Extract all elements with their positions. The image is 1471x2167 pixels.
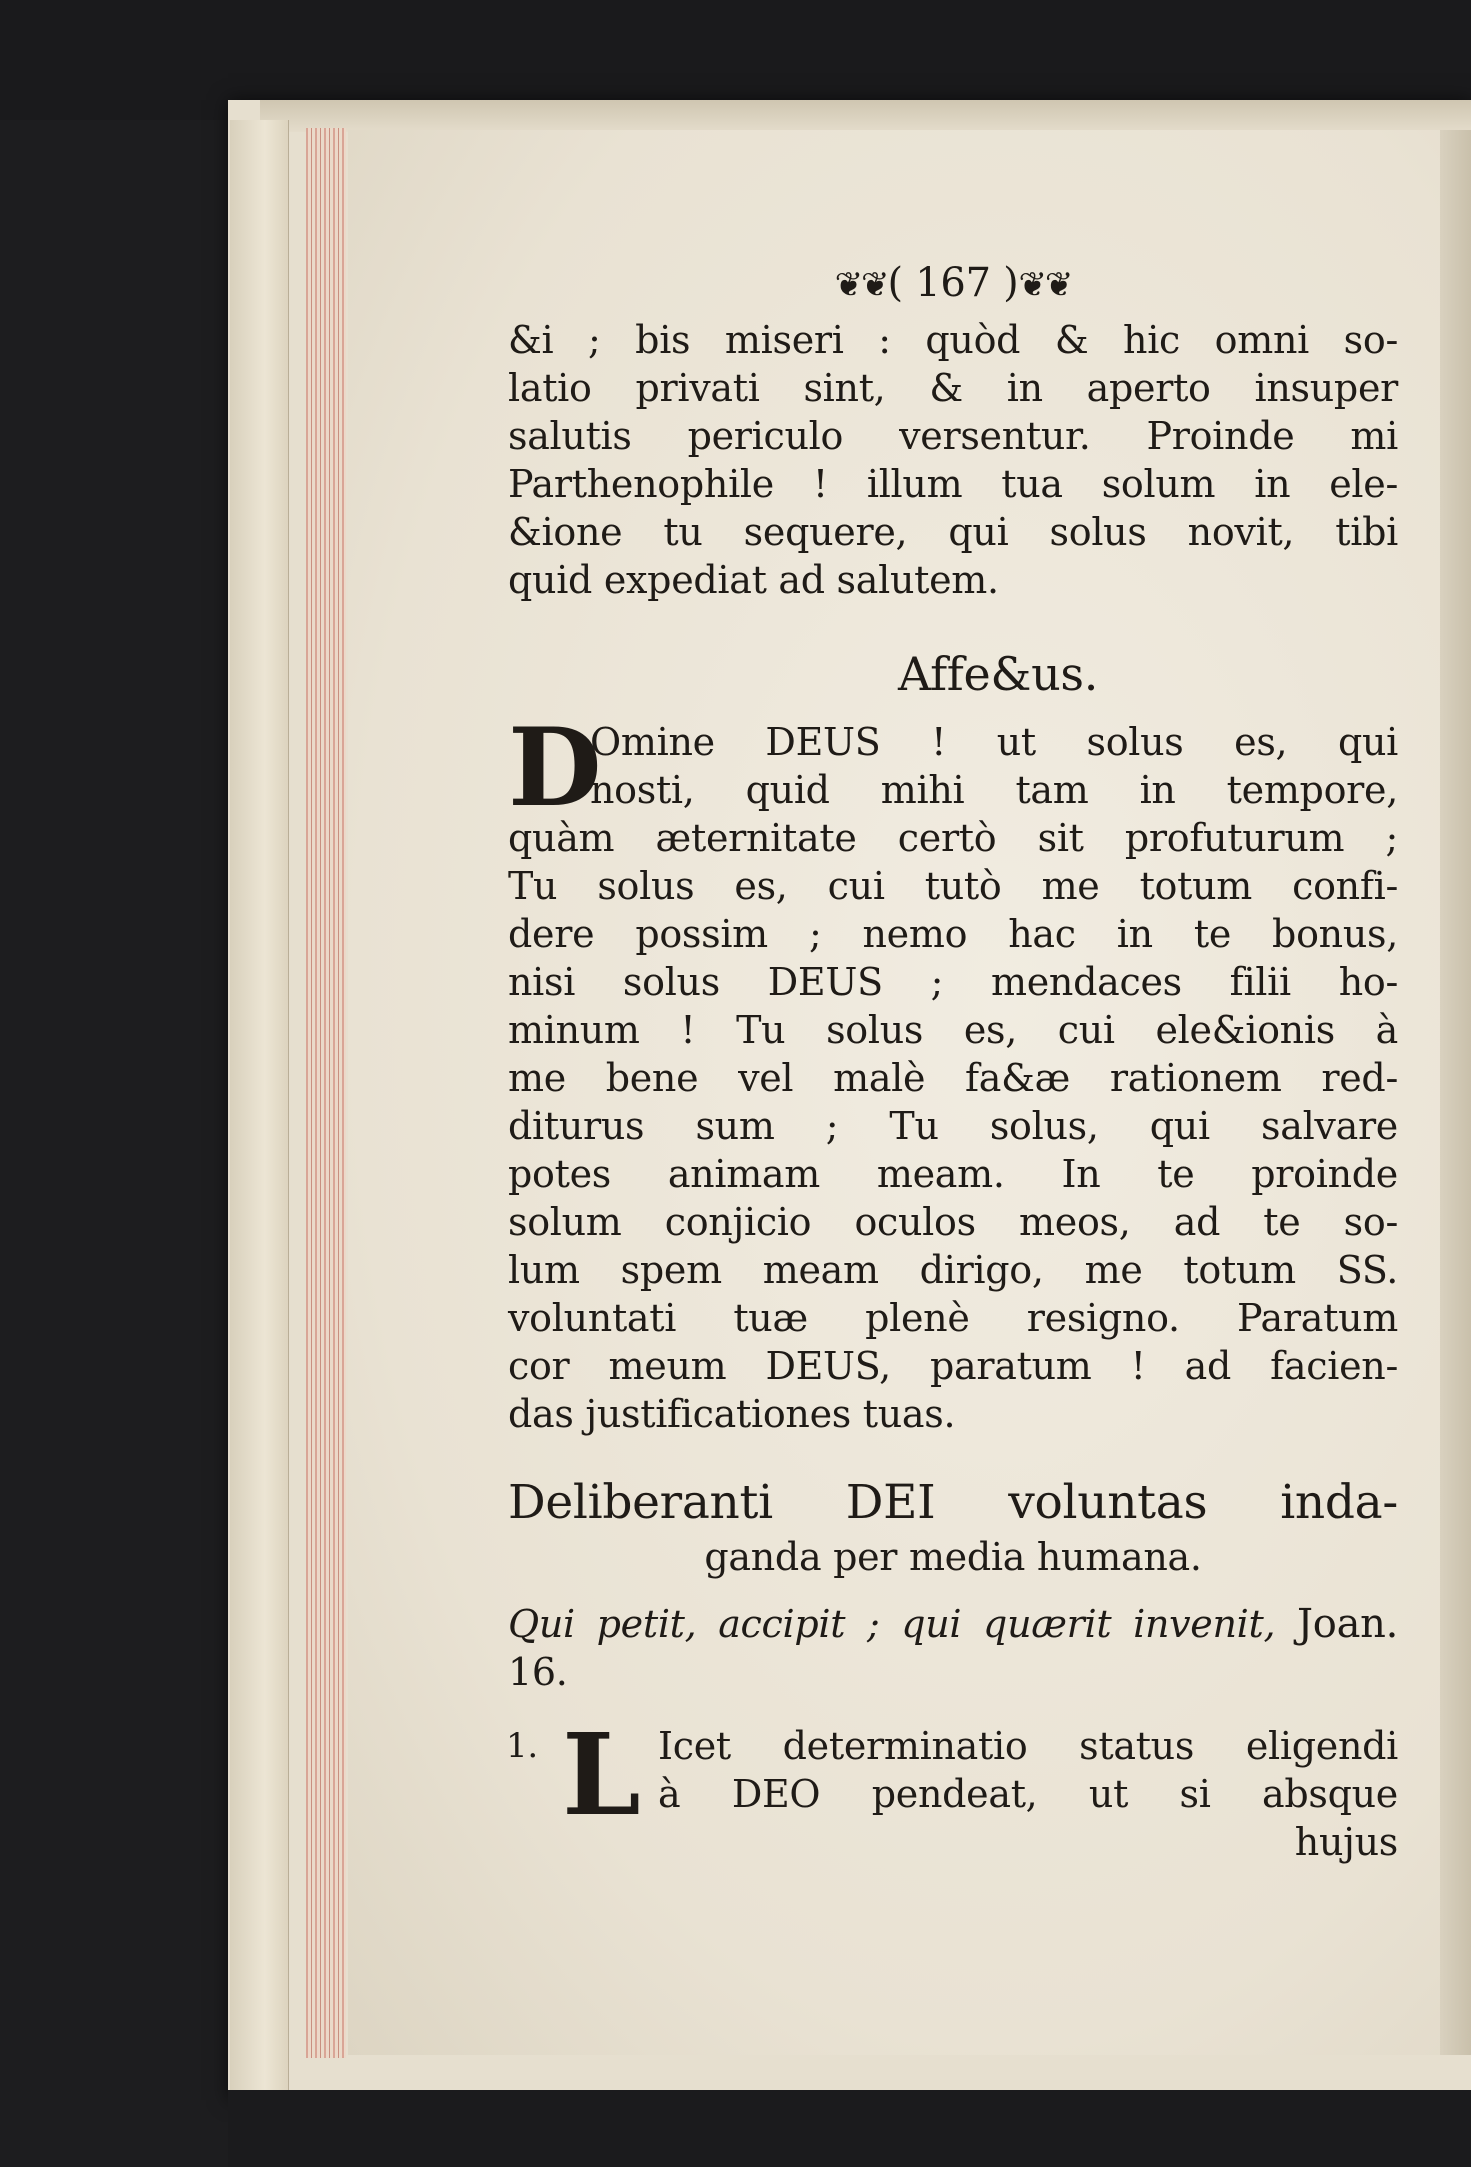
text-line: voluntati tuæ plenè resigno. Paratum	[508, 1296, 1398, 1340]
paragraph-continued	[508, 316, 1398, 604]
paragraph-number: 1.	[506, 1726, 538, 1766]
numbered-paragraph	[506, 1710, 1398, 1866]
page-number	[508, 258, 1398, 310]
affectus-paragraph	[508, 705, 1398, 1438]
drop-cap-l: L	[562, 1710, 641, 1841]
ornament-right-icon: ❦❦	[1018, 265, 1072, 305]
text-line: quid expediat ad salutem.	[508, 558, 999, 602]
text-line: das justificationes tuas.	[508, 1392, 956, 1436]
ornament-left-icon: ❦❦	[834, 265, 888, 305]
text-line: potes animam meam. In te proinde	[508, 1152, 1398, 1196]
text-line: diturus sum ; Tu solus, qui salvare	[508, 1104, 1398, 1148]
quote-reference: Joan.	[1297, 1601, 1398, 1647]
text-line: dere possim ; nemo hac in te bonus,	[508, 912, 1398, 956]
page-number-value: ( 167 )	[887, 260, 1019, 306]
page-right-edge	[1440, 130, 1471, 2055]
text-line: quàm æternitate certò sit profuturum ;	[508, 816, 1398, 860]
catchword: hujus	[1294, 1820, 1398, 1864]
page-edges-red	[306, 128, 346, 2058]
text-line: solum conjicio oculos meos, ad te so-	[508, 1200, 1398, 1244]
drop-cap-d: D	[508, 705, 602, 831]
page-text	[508, 258, 1398, 1866]
text-line: Parthenophile ! illum tua solum in ele-	[508, 462, 1398, 506]
text-line: &ione tu sequere, qui solus novit, tibi	[508, 510, 1398, 554]
bottom-backdrop	[228, 2090, 1471, 2167]
text-line: à DEO pendeat, ut si absque	[658, 1772, 1398, 1816]
text-line: lum spem meam dirigo, me totum SS.	[508, 1248, 1398, 1292]
text-line: latio privati sint, & in aperto insuper	[508, 366, 1398, 410]
quote-reference-chapter: 16.	[508, 1650, 568, 1694]
heading-affectus: Affe&us.	[897, 647, 1099, 701]
section-heading: Deliberanti DEI voluntas inda-	[508, 1475, 1398, 1530]
quote-text: Qui petit, accipit ; qui quærit invenit,	[508, 1602, 1276, 1646]
text-line: &i ; bis miseri : quòd & hic omni so-	[508, 318, 1398, 362]
text-line: salutis periculo versentur. Proinde mi	[508, 414, 1398, 458]
book-top-edge	[260, 100, 1471, 132]
text-line: cor meum DEUS, paratum ! ad facien-	[508, 1344, 1398, 1388]
book-cover-edge	[230, 120, 289, 2090]
text-line: Tu solus es, cui tutò me totum confi-	[508, 864, 1398, 908]
text-line: Icet determinatio status eligendi	[658, 1724, 1398, 1768]
scripture-quote	[508, 1600, 1398, 1648]
section-heading-continued: ganda per media humana.	[704, 1535, 1202, 1579]
text-line: me bene vel malè fa&æ rationem red-	[508, 1056, 1398, 1100]
text-line: nisi solus DEUS ; mendaces filii ho-	[508, 960, 1398, 1004]
text-line: nosti, quid mihi tam in tempore,	[590, 768, 1398, 812]
text-line: Omine DEUS ! ut solus es, qui	[590, 720, 1398, 764]
text-line: minum ! Tu solus es, cui ele&ionis à	[508, 1008, 1398, 1052]
